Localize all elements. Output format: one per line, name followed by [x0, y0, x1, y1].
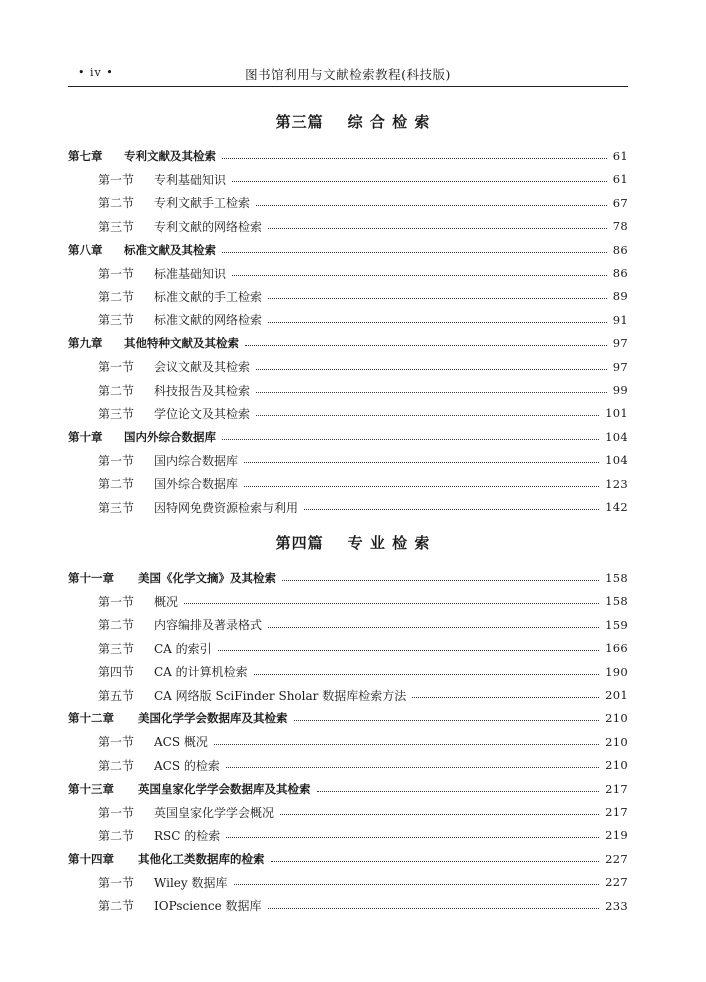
toc-chapter-row — [68, 146, 628, 166]
page-reference: 78 — [612, 219, 628, 234]
page-reference: 219 — [605, 828, 628, 843]
section-number: 第一节 — [98, 360, 135, 375]
dot-leader — [256, 204, 607, 206]
toc-section-row — [68, 615, 628, 635]
chapter-number: 第七章 — [68, 149, 103, 163]
dot-leader — [244, 461, 599, 463]
dot-leader — [256, 368, 607, 370]
dot-leader — [280, 813, 599, 815]
section-number: 第一节 — [98, 453, 135, 468]
toc-section-row — [68, 872, 628, 892]
dot-leader — [317, 790, 600, 792]
page-reference: 97 — [612, 336, 628, 351]
running-header — [68, 60, 628, 87]
dot-leader — [222, 438, 599, 440]
page-reference: 97 — [612, 359, 628, 374]
dot-leader — [218, 649, 599, 651]
section-title: CA 的计算机检索 — [154, 665, 248, 680]
page-reference: 89 — [612, 289, 628, 304]
page-reference: 101 — [605, 406, 628, 421]
page-reference: 86 — [612, 242, 628, 257]
page-reference: 190 — [605, 664, 628, 679]
toc-section-row — [68, 591, 628, 611]
part-title — [0, 532, 706, 553]
section-title: IOPscience 数据库 — [154, 899, 262, 914]
page-reference: 233 — [605, 898, 628, 913]
chapter-title: 标准文献及其检索 — [124, 242, 216, 257]
page-reference: 158 — [605, 594, 628, 609]
section-number: 第三节 — [98, 500, 135, 515]
chapter-title: 其他化工类数据库的检索 — [138, 851, 265, 866]
section-title: 会议文献及其检索 — [154, 360, 251, 375]
chapter-title: 国内外综合数据库 — [124, 429, 216, 444]
toc-section-row — [68, 662, 628, 682]
section-title: 国内综合数据库 — [154, 453, 239, 468]
toc-section-row — [68, 802, 628, 822]
part-name: 专 业 检 索 — [347, 534, 431, 552]
page-number: • iv • — [78, 66, 114, 79]
dot-leader — [268, 321, 607, 323]
part-title — [0, 111, 706, 132]
section-title: Wiley 数据库 — [154, 875, 228, 890]
toc-section-row — [68, 403, 628, 423]
part-name: 综 合 检 索 — [347, 113, 431, 131]
section-number: 第三节 — [98, 219, 135, 234]
section-number: 第一节 — [98, 875, 135, 890]
section-number: 第一节 — [98, 172, 135, 187]
dot-leader — [268, 907, 600, 909]
section-title: 概况 — [154, 594, 179, 609]
page-reference: 61 — [612, 149, 628, 163]
dot-leader — [412, 696, 599, 698]
section-number: 第三节 — [98, 641, 135, 656]
dot-leader — [226, 766, 599, 768]
section-number: 第一节 — [98, 735, 135, 750]
section-title: 国外综合数据库 — [154, 477, 239, 492]
toc-section-row — [68, 193, 628, 213]
section-title: 标准文献的网络检索 — [154, 313, 263, 328]
running-title: 图书馆利用与文献检索教程(科技版) — [245, 67, 451, 82]
chapter-number: 第九章 — [68, 336, 103, 351]
chapter-title: 美国《化学文摘》及其检索 — [138, 571, 276, 585]
dot-leader — [304, 508, 599, 510]
section-number: 第三节 — [98, 313, 135, 328]
dot-leader — [222, 251, 607, 253]
toc-chapter-row — [68, 240, 628, 260]
chapter-number: 第十一章 — [68, 571, 114, 585]
toc-section-row — [68, 685, 628, 705]
page-reference: 86 — [612, 266, 628, 280]
section-title: 英国皇家化学学会概况 — [154, 805, 275, 820]
dot-leader — [294, 719, 600, 721]
page-reference: 158 — [605, 571, 628, 585]
section-number: 第一节 — [98, 594, 135, 609]
section-title: 专利基础知识 — [154, 172, 227, 187]
page-reference: 210 — [605, 711, 628, 726]
toc-section-row — [68, 732, 628, 752]
chapter-number: 第十章 — [68, 429, 103, 444]
page-reference: 166 — [605, 641, 628, 656]
dot-leader — [184, 602, 599, 604]
part-number: 第四篇 — [275, 534, 324, 552]
section-number: 第二节 — [98, 758, 135, 773]
chapter-title: 美国化学学会数据库及其检索 — [138, 711, 288, 726]
section-number: 第四节 — [98, 665, 135, 680]
chapter-title: 专利文献及其检索 — [124, 149, 216, 163]
section-title: 因特网免费资源检索与利用 — [154, 500, 299, 515]
toc-section-row — [68, 638, 628, 658]
page-reference: 159 — [605, 617, 628, 632]
section-title: ACS 概况 — [154, 735, 208, 750]
section-title: 标准基础知识 — [154, 266, 227, 281]
chapter-number: 第十四章 — [68, 851, 114, 866]
section-number: 第五节 — [98, 688, 135, 703]
dot-leader — [226, 836, 599, 838]
section-title: 专利文献的网络检索 — [154, 219, 263, 234]
section-number: 第二节 — [98, 828, 135, 843]
page-reference: 227 — [605, 875, 628, 890]
section-number: 第二节 — [98, 477, 135, 492]
toc-section-row — [68, 169, 628, 189]
page-reference: 210 — [605, 734, 628, 749]
toc-chapter-row — [68, 333, 628, 353]
toc-chapter-row — [68, 849, 628, 869]
dot-leader — [282, 579, 599, 581]
page-reference: 217 — [605, 805, 628, 819]
toc-section-row — [68, 286, 628, 306]
dot-leader — [254, 673, 599, 675]
section-number: 第一节 — [98, 805, 135, 820]
section-title: RSC 的检索 — [154, 828, 221, 843]
section-number: 第二节 — [98, 289, 135, 304]
chapter-number: 第十二章 — [68, 711, 114, 726]
toc-section-row — [68, 310, 628, 330]
section-title: ACS 的检索 — [154, 758, 220, 773]
page-reference: 99 — [612, 383, 628, 397]
section-number: 第三节 — [98, 406, 135, 421]
page-reference: 201 — [605, 688, 628, 702]
dot-leader — [234, 883, 600, 885]
section-number: 第二节 — [98, 383, 135, 398]
dot-leader — [232, 274, 607, 276]
toc-chapter-row — [68, 568, 628, 588]
section-title: 标准文献的手工检索 — [154, 289, 263, 304]
page-reference: 142 — [605, 500, 628, 514]
page-reference: 104 — [605, 429, 628, 444]
dot-leader — [256, 391, 607, 393]
section-number: 第二节 — [98, 618, 135, 633]
page-reference: 91 — [612, 312, 628, 327]
toc-section-row — [68, 474, 628, 494]
dot-leader — [268, 626, 599, 628]
toc-section-row — [68, 357, 628, 377]
section-title: 内容编排及著录格式 — [154, 618, 263, 633]
section-title: 科技报告及其检索 — [154, 383, 251, 398]
section-number: 第一节 — [98, 266, 135, 281]
dot-leader — [245, 344, 607, 346]
dot-leader — [214, 743, 599, 745]
toc-section-row — [68, 896, 628, 916]
section-title: 专利文献手工检索 — [154, 196, 251, 211]
dot-leader — [268, 227, 607, 229]
toc-section-row — [68, 263, 628, 283]
toc-section-row — [68, 825, 628, 845]
toc-section-row — [68, 755, 628, 775]
dot-leader — [222, 157, 607, 159]
chapter-title: 英国皇家化学学会数据库及其检索 — [138, 781, 311, 796]
dot-leader — [256, 414, 599, 416]
page-reference: 104 — [605, 453, 628, 468]
chapter-number: 第十三章 — [68, 781, 114, 796]
page-reference: 123 — [605, 476, 628, 491]
page-reference: 61 — [612, 172, 628, 187]
toc-section-row — [68, 380, 628, 400]
toc-chapter-row — [68, 427, 628, 447]
chapter-number: 第八章 — [68, 242, 103, 257]
chapter-title: 其他特种文献及其检索 — [124, 336, 239, 351]
dot-leader — [268, 297, 607, 299]
part-number: 第三篇 — [275, 113, 324, 131]
toc-section-row — [68, 216, 628, 236]
section-number: 第二节 — [98, 196, 135, 211]
section-title: CA 网络版 SciFinder Sholar 数据库检索方法 — [154, 688, 407, 703]
toc-section-row — [68, 497, 628, 517]
section-title: 学位论文及其检索 — [154, 406, 251, 421]
page-reference: 227 — [605, 851, 628, 866]
dot-leader — [232, 180, 607, 182]
page-reference: 217 — [605, 781, 628, 796]
page-reference: 67 — [612, 195, 628, 210]
toc-chapter-row — [68, 779, 628, 799]
page-reference: 210 — [605, 758, 628, 773]
toc-chapter-row — [68, 708, 628, 728]
dot-leader — [271, 860, 600, 862]
section-number: 第二节 — [98, 899, 135, 914]
toc-section-row — [68, 450, 628, 470]
section-title: CA 的索引 — [154, 641, 212, 656]
dot-leader — [244, 485, 599, 487]
